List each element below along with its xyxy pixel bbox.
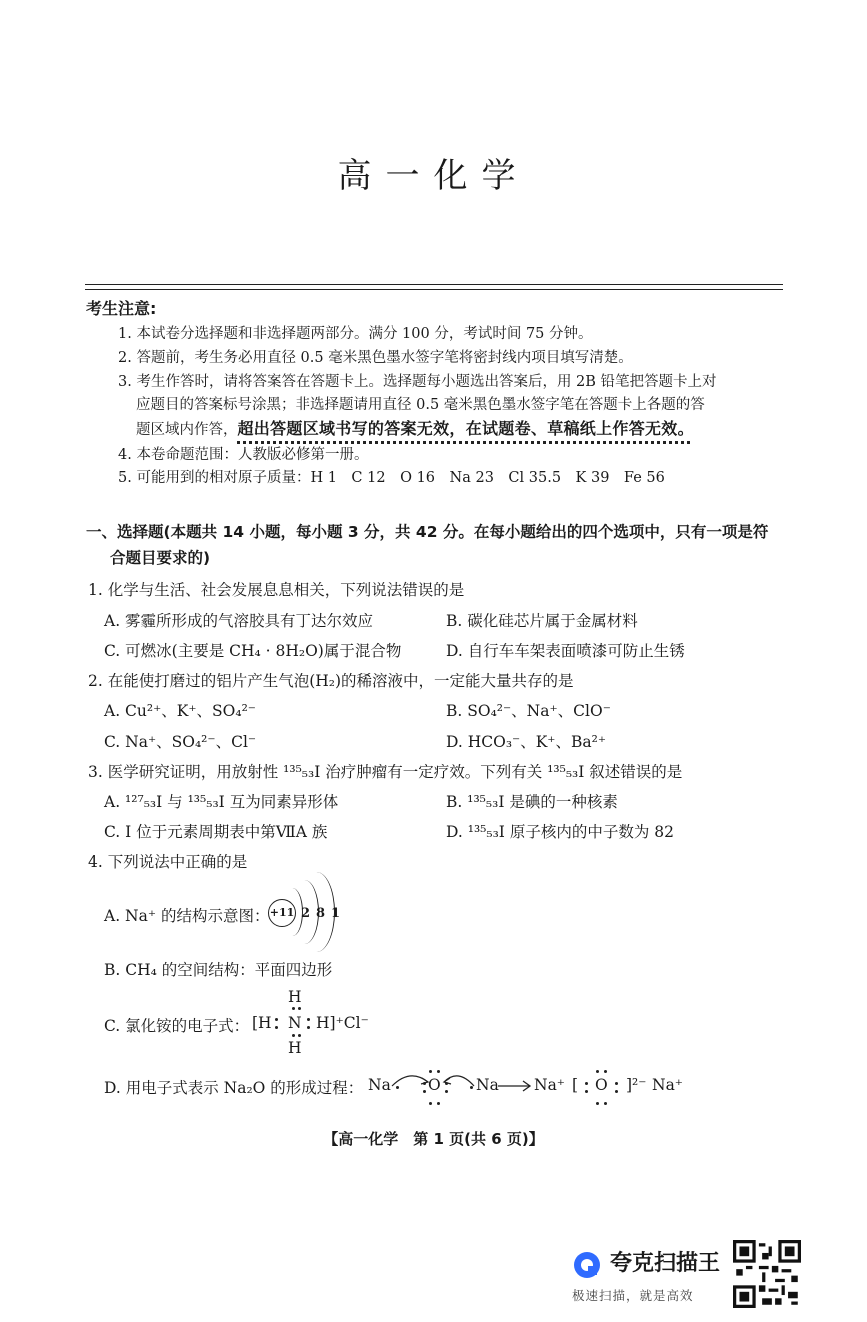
q3-stem: 3. 医学研究证明，用放射性 ¹³⁵₅₃I 治疗肿瘤有一定疗效。下列有关 ¹³⁵₅₃I 叙述错误的是 [88,763,683,781]
q4-option-b: B. CH₄ 的空间结构：平面四边形 [104,961,333,979]
formation-na-2: Na [476,1076,499,1094]
qr-code-icon [733,1240,801,1308]
q3-option-c: C. I 位于元素周期表中第ⅦA 族 [104,823,328,841]
q2-option-d: D. HCO₃⁻、K⁺、Ba²⁺ [446,733,606,751]
electron-formula-top-h: H [288,988,302,1006]
page-title: 高一化学 [337,156,530,196]
section-1-heading-line-1: 一、选择题(本题共 14 小题，每小题 3 分，共 42 分。在每小题给出的四个选项中，只有一项是符 [86,523,769,541]
q2-option-c: C. Na⁺、SO₄²⁻、Cl⁻ [104,733,257,751]
shell-3-count: 1 [331,906,341,921]
q4-option-c-text: C. 氯化铵的电子式： [104,1017,250,1035]
scanner-slogan: 极速扫描，就是高效 [572,1288,694,1303]
notice-item-3-line-2: 应题目的答案标号涂黑；非选择题请用直径 0.5 毫米黑色墨水签字笔在答题卡上各题的答 [136,397,705,413]
q4-option-a-text: A. Na⁺ 的结构示意图： [104,907,270,925]
q2-stem: 2. 在能使打磨过的铝片产生气泡(H₂)的稀溶液中，一定能大量共存的是 [88,672,574,690]
q3-option-b: B. ¹³⁵₅₃I 是碘的一种核素 [446,793,618,811]
q4-stem: 4. 下列说法中正确的是 [88,853,248,871]
shell-1-count: 2 [301,906,311,921]
q2-option-b: B. SO₄²⁻、Na⁺、ClO⁻ [446,702,611,720]
notice-item-3-line-3 [136,416,694,439]
page-footer: 【高一化学 第 1 页(共 6 页)】 [323,1130,544,1148]
divider-thick [85,284,783,285]
electron-formula-left: [H [252,1014,272,1032]
electron-formula-bottom-h: H [288,1039,302,1057]
q3-option-a: A. ¹²⁷₅₃I 与 ¹³⁵₅₃I 互为同素异形体 [104,793,339,811]
section-1-heading-line-2: 合题目要求的) [110,549,211,567]
nucleus-icon: +11 [268,899,296,927]
product-bracket-right: ]²⁻ [626,1076,647,1094]
formation-na-1: Na [368,1076,391,1094]
q3-option-d: D. ¹³⁵₅₃I 原子核内的中子数为 82 [446,823,674,841]
notice-heading: 考生注意: [86,299,157,318]
shell-2-count: 8 [316,906,326,921]
notice-emphasis: 超出答题区域书写的答案无效，在试题卷、草稿纸上作答无效。 [237,419,694,438]
notice-item-4: 4. 本卷命题范围：人教版必修第一册。 [118,447,369,463]
product-na-2: Na⁺ [652,1076,683,1094]
q1-option-b: B. 碳化硅芯片属于金属材料 [446,612,638,630]
formation-o: O [428,1076,441,1094]
q1-option-d: D. 自行车车架表面喷漆可防止生锈 [446,642,685,660]
electron-formula-n: N [288,1014,302,1032]
notice-item-1: 1. 本试卷分选择题和非选择题两部分。满分 100 分，考试时间 75 分钟。 [118,326,593,342]
notice-item-3-line-1: 3. 考生作答时，请将答案答在答题卡上。选择题每小题选出答案后，用 2B 铅笔把答题卡上对 [118,374,717,390]
notice-item-2: 2. 答题前，考生务必用直径 0.5 毫米黑色墨水签字笔将密封线内项目填写清楚。 [118,350,633,366]
q1-option-c: C. 可燃冰(主要是 CH₄ · 8H₂O)属于混合物 [104,642,402,660]
scanner-logo-icon [572,1250,602,1280]
scanner-brand: 夸克扫描王 [610,1251,721,1276]
divider-thin [85,289,783,290]
product-o: O [595,1076,608,1094]
q2-option-a: A. Cu²⁺、K⁺、SO₄²⁻ [104,702,256,720]
notice-item-3-line-3-pre: 题区域内作答， [136,422,238,438]
product-bracket-left: [ [572,1076,579,1094]
q4-option-d-text: D. 用电子式表示 Na₂O 的形成过程： [104,1079,364,1097]
reaction-arrow-icon [498,1080,532,1092]
q1-stem: 1. 化学与生活、社会发展息息相关，下列说法错误的是 [88,581,465,599]
electron-formula-right: H]⁺Cl⁻ [316,1014,369,1032]
notice-item-5: 5. 可能用到的相对原子质量：H 1 C 12 O 16 Na 23 Cl 35.5 K 39 Fe 56 [118,470,665,486]
q1-option-a: A. 雾霾所形成的气溶胶具有丁达尔效应 [104,612,374,630]
product-na-1: Na⁺ [534,1076,565,1094]
